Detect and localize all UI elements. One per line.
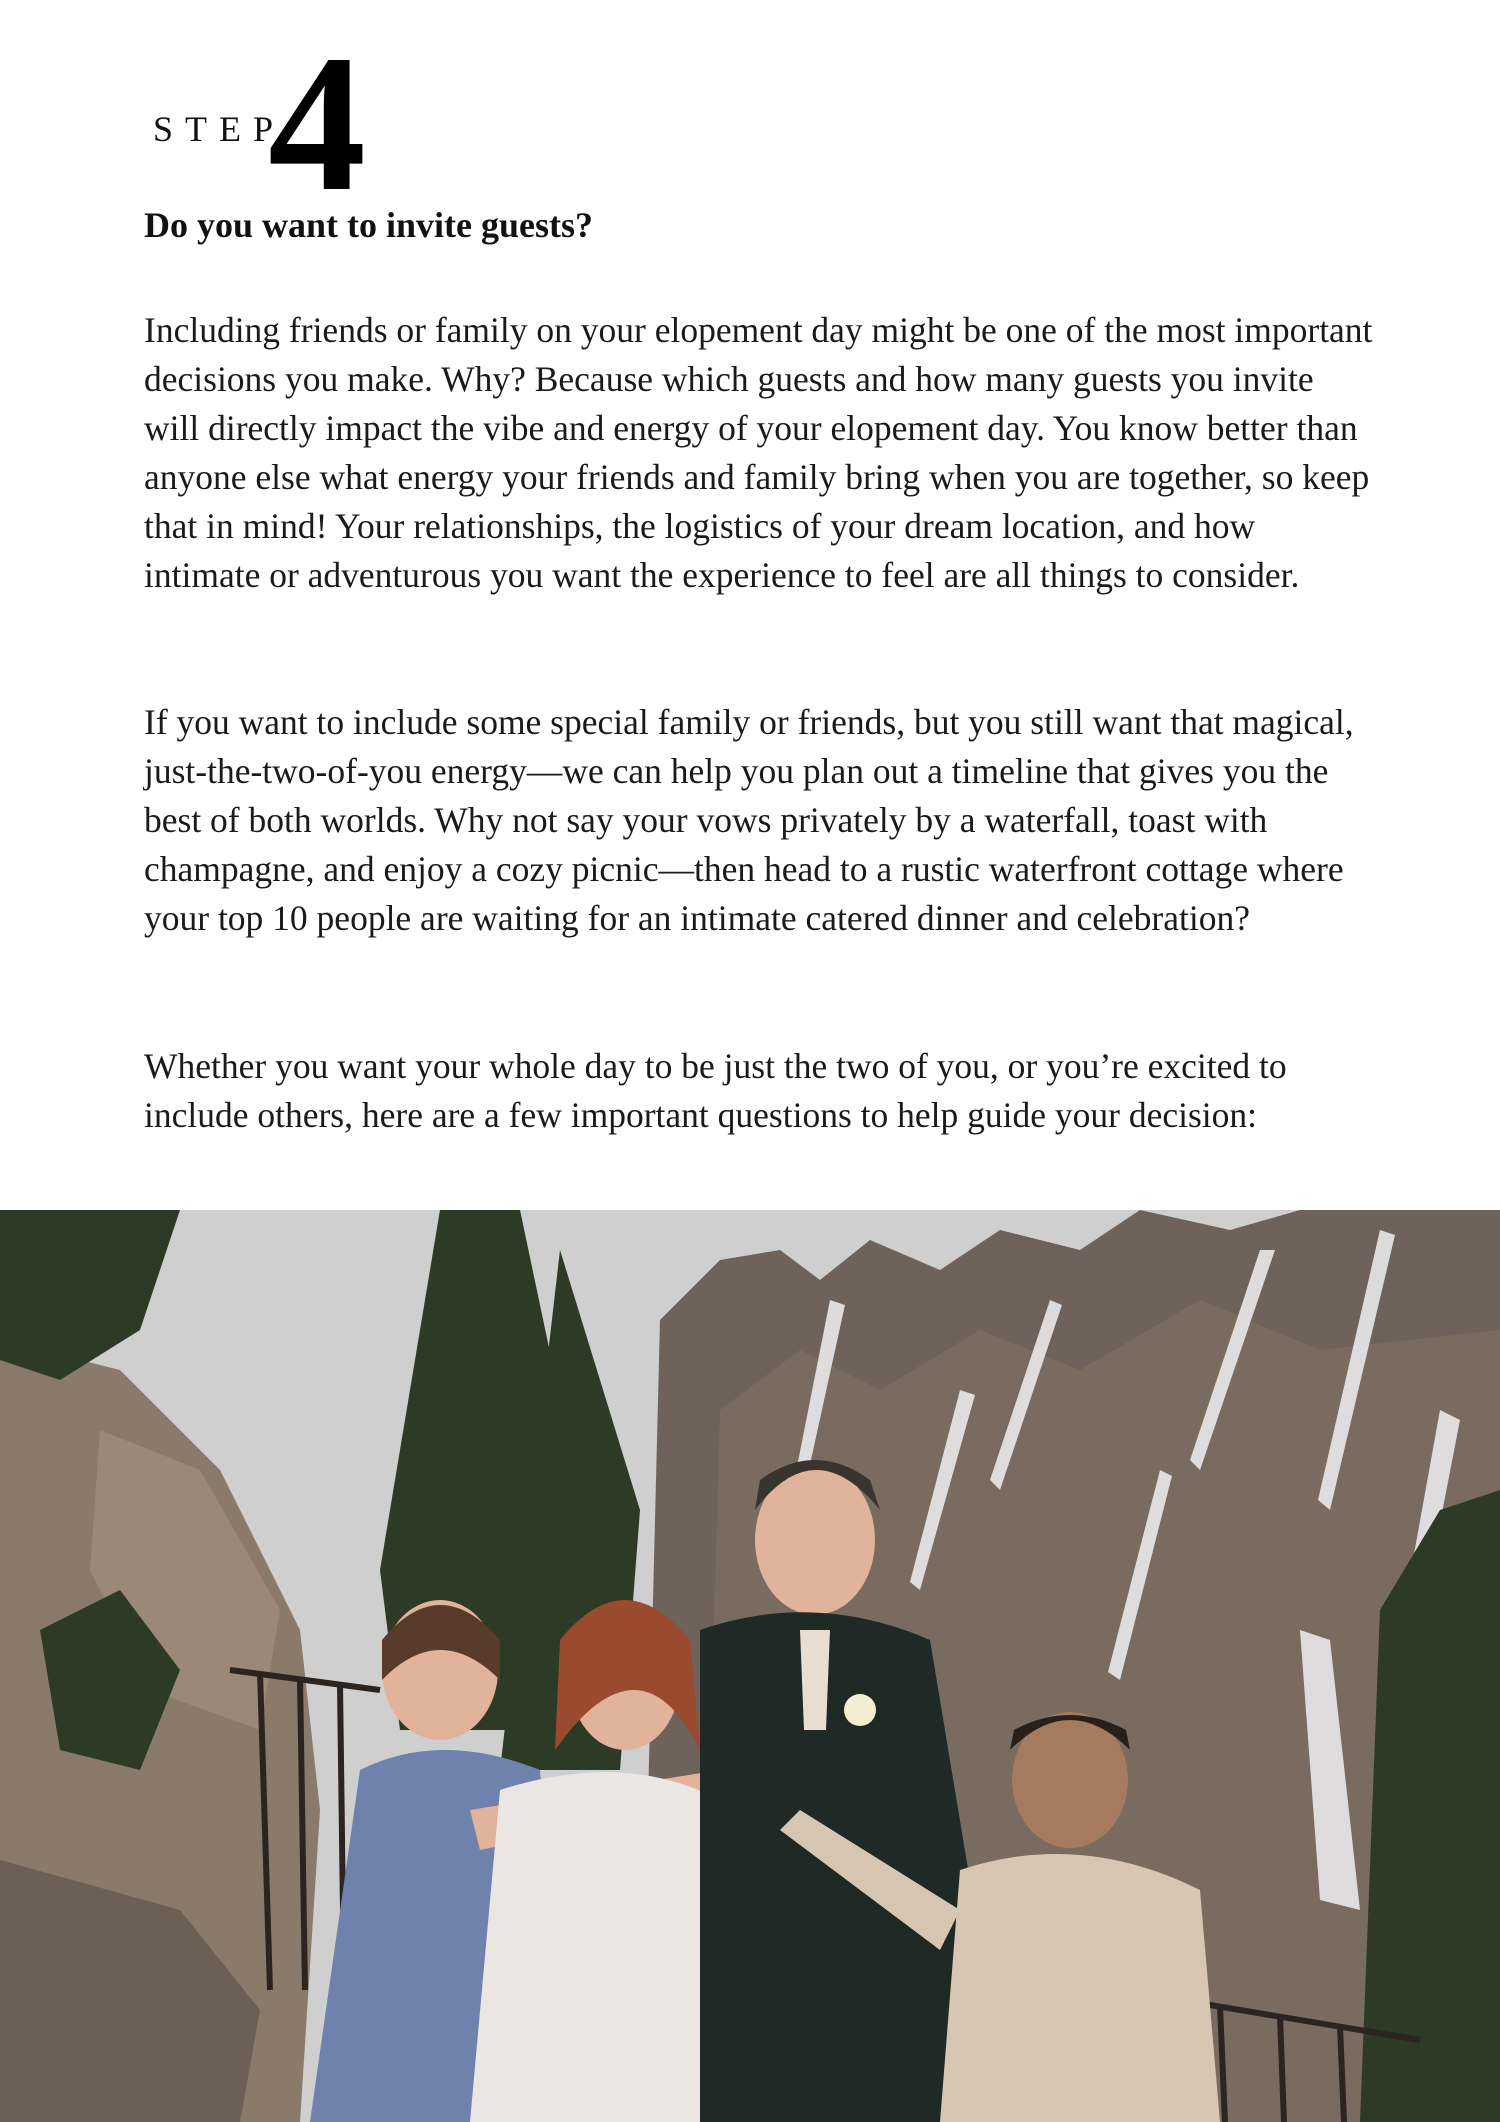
step-number: 4 bbox=[268, 15, 366, 232]
paragraph-guests-importance: Including friends or family on your elopement day might be one of the most important decisions you make. Why? Because which guests and how many guests you invite will directly impact the vibe and energy of your elopement day. You know better than anyone else what energy your friends and family bring when you are together, so keep that in mind! Your relationships, the logistics of your dream location, and how intimate or adventurous you want the experience to feel are all things to consider. bbox=[144, 310, 1373, 595]
step-label: STEP bbox=[153, 109, 286, 149]
photo-image-icon bbox=[0, 1210, 1500, 2122]
section-heading: Do you want to invite guests? bbox=[144, 205, 594, 245]
elopement-photo bbox=[0, 1210, 1500, 2122]
paragraph-guiding-questions: Whether you want your whole day to be just the two of you, or you’re excited to include others, here are a few important questions to help guide your decision: bbox=[144, 1046, 1287, 1135]
paragraph-best-of-both: If you want to include some special family or friends, but you still want that magical, just-the-two-of-you energy—we can help you plan out a timeline that gives you the best of both worlds. Why not say your vows privately by a waterfall, toast with champagne, and enjoy a cozy picnic—then head to a rustic waterfront cottage where your top 10 people are waiting for an intimate catered dinner and celebration? bbox=[144, 702, 1354, 938]
